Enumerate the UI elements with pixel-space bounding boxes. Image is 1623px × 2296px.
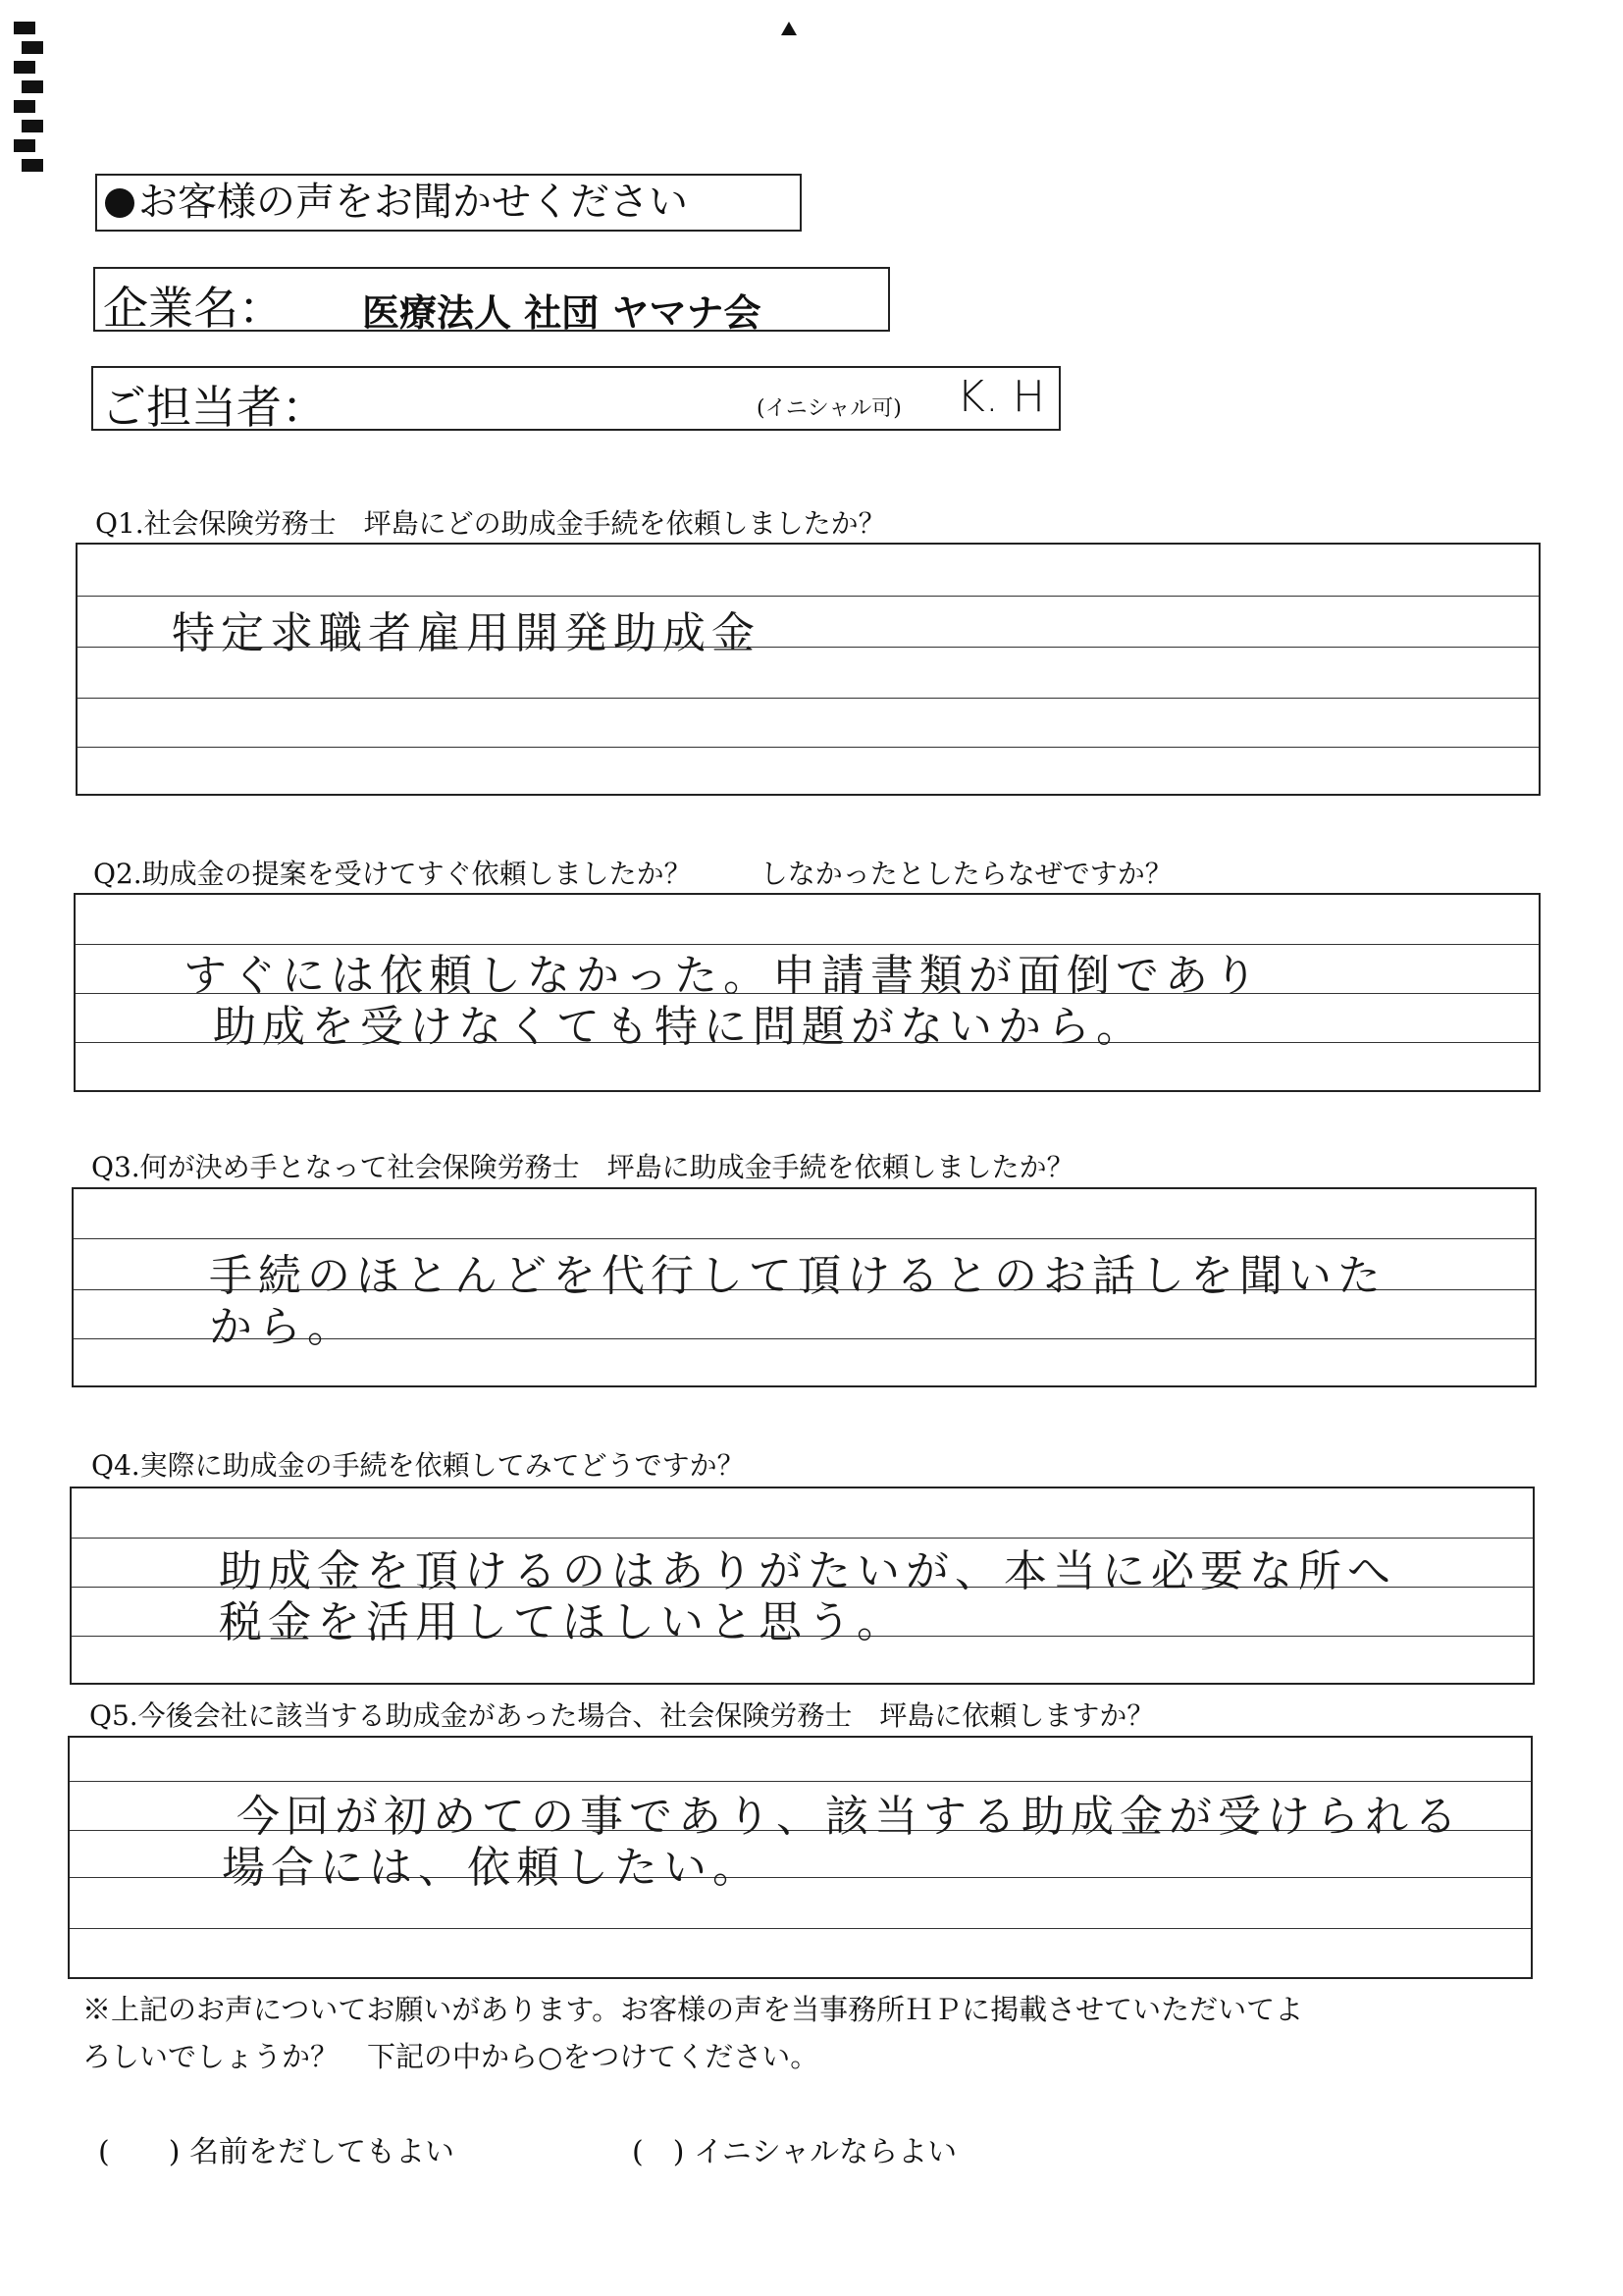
initial-note: (イニシャル可) <box>757 396 902 421</box>
bullet-icon <box>105 188 134 218</box>
survey-title-text: お客様の声をお聞かせください <box>138 180 688 225</box>
survey-title <box>95 174 802 232</box>
answer-box-5 <box>68 1736 1533 1979</box>
answer-box-1 <box>76 543 1541 796</box>
question-1: Q1.社会保険労務士 坪島にどの助成金手続を依頼しましたか？ <box>95 507 886 540</box>
answer-box-3 <box>72 1187 1537 1387</box>
registration-marks <box>14 22 43 179</box>
question-2-label-extra: しなかったとしたらなぜですか？ <box>759 858 1173 890</box>
footer-note-line-1: ※上記のお声についてお願いがあります。お客様の声を当事務所ＨＰに掲載させていただいてよ <box>82 1993 1304 2026</box>
answer-box-2 <box>74 893 1541 1092</box>
question-2-label: Q2.助成金の提案を受けてすぐ依頼しましたか？ <box>93 858 692 890</box>
answer-2-line-2: 助成を受けなくても特に問題がないから。 <box>213 1002 1145 1052</box>
footer-note <box>82 1986 1574 2080</box>
question-4: Q4.実際に助成金の手続を依頼してみてどうですか？ <box>91 1449 745 1482</box>
answer-5-line-1: 今回が初めての事であり、該当する助成金が受けられる <box>236 1792 1463 1842</box>
answer-4-line-1: 助成金を頂けるのはありがたいが、本当に必要な所へ <box>219 1546 1396 1596</box>
footer-note-line-2: ろしいでしょうか？ 下記の中から○をつけてください。 <box>82 2040 819 2073</box>
company-name: 医療法人 社団 ヤマナ会 <box>362 290 761 335</box>
company-field <box>93 267 890 335</box>
question-3: Q3.何が決め手となって社会保険労務士 坪島に助成金手続を依頼しましたか？ <box>91 1151 1074 1183</box>
answer-2-line-1: すぐには依頼しなかった。申請書類が面倒であり <box>183 951 1263 1001</box>
triangle-mark-icon <box>781 22 797 35</box>
answer-3-line-2: から。 <box>209 1302 356 1352</box>
initial-value: K. H <box>957 372 1045 422</box>
answer-box-4 <box>70 1487 1535 1685</box>
answer-5-line-2: 場合には、依頼したい。 <box>222 1843 761 1893</box>
question-2 <box>93 853 1173 892</box>
person-field <box>91 366 1061 434</box>
answer-1-line-1: 特定求職者雇用開発助成金 <box>172 608 760 658</box>
option-name-ok[interactable]: ( ) 名前をだしてもよい <box>98 2135 454 2169</box>
company-label: 企業名： <box>103 282 284 335</box>
question-5: Q5.今後会社に該当する助成金があった場合、社会保険労務士 坪島に依頼しますか？ <box>89 1699 1155 1732</box>
option-initial-ok[interactable]: ( ) イニシャルならよい <box>632 2135 958 2169</box>
person-label: ご担当者： <box>101 381 327 434</box>
answer-4-line-2: 税金を活用してほしいと思う。 <box>219 1597 906 1647</box>
answer-3-line-1: 手続のほとんどを代行して頂けるとのお話しを聞いた <box>209 1251 1387 1301</box>
